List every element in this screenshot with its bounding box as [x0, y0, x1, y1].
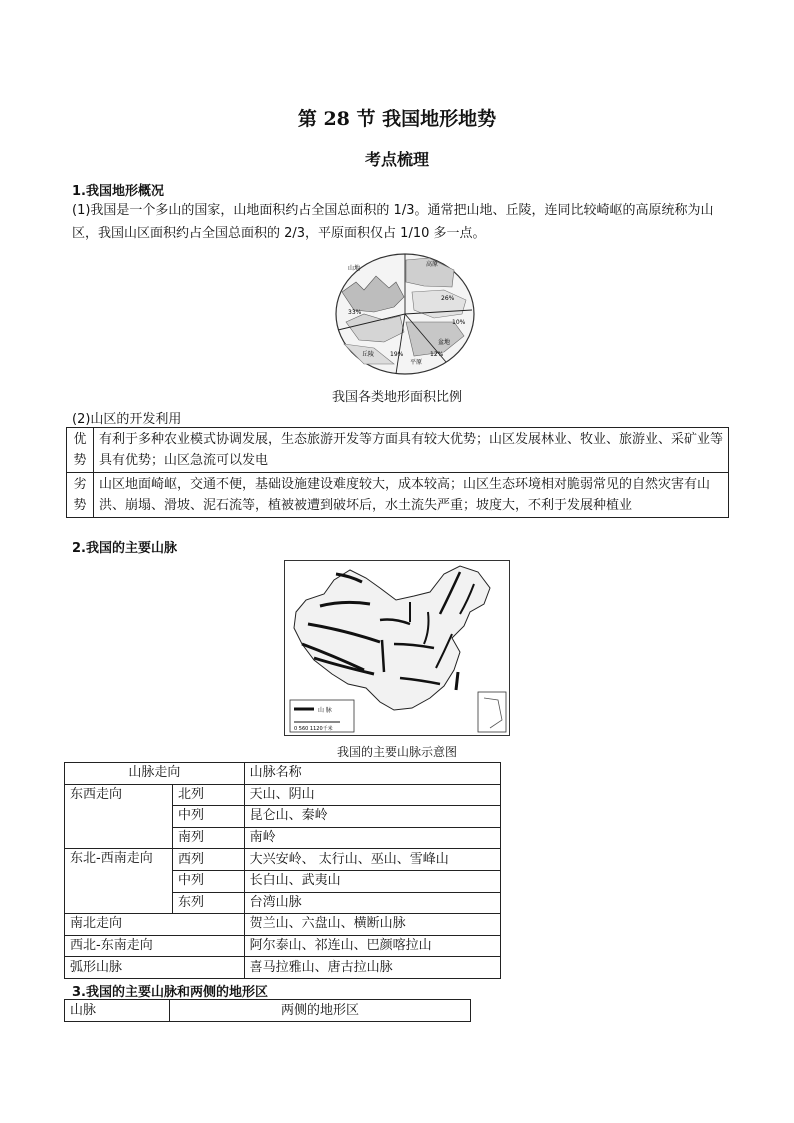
row-label: 中列: [172, 806, 244, 828]
direction-northeast-southwest: 东北-西南走向: [65, 849, 173, 914]
row-label: 北列: [172, 784, 244, 806]
mountain-map-figure: [284, 560, 510, 736]
table-row: [65, 784, 501, 806]
mountain-names: 贺兰山、六盘山、横断山脉: [244, 914, 500, 936]
mountain-sides-table: [64, 999, 471, 1022]
section-subtitle: 考点梳理: [364, 150, 429, 169]
pie-percent-19: 19%: [390, 351, 404, 358]
table-header-names: 山脉名称: [244, 763, 500, 785]
mountain-names: 喜马拉雅山、唐古拉山脉: [244, 957, 500, 979]
table-row: [65, 849, 501, 871]
row-label: 东列: [172, 892, 244, 914]
landform-pie-figure: [334, 252, 476, 376]
pie-percent-26: 26%: [441, 295, 455, 302]
table-row: [67, 428, 729, 473]
pie-label-mountain: 山地: [348, 265, 361, 272]
disadvantage-head: 劣势: [67, 473, 94, 518]
table-row: [65, 935, 501, 957]
mountain-names: 南岭: [244, 827, 500, 849]
direction-arc: 弧形山脉: [65, 957, 245, 979]
direction-east-west: 东西走向: [65, 784, 173, 849]
row-label: 中列: [172, 870, 244, 892]
pie-percent-10: 10%: [452, 319, 466, 326]
mountain-names: 天山、阴山: [244, 784, 500, 806]
mountain-names: 大兴安岭、 太行山、巫山、雪峰山: [244, 849, 500, 871]
pie-label-basin: 盆地: [438, 339, 451, 346]
mountain-table: [64, 762, 501, 979]
table-row: [65, 1000, 471, 1022]
pie-percent-12: 12%: [430, 351, 444, 358]
pie-label-plateau: 高原: [426, 261, 439, 268]
pie-label-plain: 平原: [410, 359, 423, 366]
pie-label-hill: 丘陵: [362, 351, 375, 358]
mountain-names: 昆仑山、秦岭: [244, 806, 500, 828]
table-row: [65, 914, 501, 936]
table-row: [67, 473, 729, 518]
development-table: [66, 427, 729, 518]
mountain-names: 台湾山脉: [244, 892, 500, 914]
table-row: [65, 763, 501, 785]
mountain-names: 长白山、武夷山: [244, 870, 500, 892]
table-header-mountain: 山脉: [65, 1000, 170, 1022]
table-header-direction: 山脉走向: [65, 763, 245, 785]
mountain-names: 阿尔泰山、祁连山、巴颜喀拉山: [244, 935, 500, 957]
section3-heading: 3.我国的主要山脉和两侧的地形区: [72, 985, 268, 1000]
map-legend-label: 山 脉: [318, 707, 332, 714]
direction-north-south: 南北走向: [65, 914, 245, 936]
pie-caption: 我国各类地形面积比例: [331, 390, 462, 405]
table-header-sides: 两侧的地形区: [170, 1000, 471, 1022]
section1-heading: 1.我国地形概况: [72, 184, 164, 199]
direction-northwest-southeast: 西北-东南走向: [65, 935, 245, 957]
pie-percent-33: 33%: [348, 309, 362, 316]
row-label: 南列: [172, 827, 244, 849]
section1-paragraph: (1)我国是一个多山的国家，山地面积约占全国总面积的 1/3。通常把山地、丘陵，连同比较崎岖的高原统称为山区，我国山区面积约占全国总面积的 2/3，平原面积仅占 1/10 多一点。: [72, 203, 714, 241]
map-scale-label: 0 560 1120千米: [294, 726, 333, 732]
table-row: [65, 957, 501, 979]
subsection2-heading: (2)山区的开发利用: [72, 412, 182, 427]
page-title: 第 28 节 我国地形地势: [297, 108, 497, 130]
map-caption: 我国的主要山脉示意图: [336, 745, 457, 759]
row-label: 西列: [172, 849, 244, 871]
disadvantage-text: 山区地面崎岖，交通不便，基础设施建设难度较大，成本较高；山区生态环境相对脆弱常见的自然灾害有山洪、崩塌、滑坡、泥石流等，植被被遭到破坏后，水土流失严重；坡度大，不利于发展种植业: [94, 473, 729, 518]
advantage-head: 优势: [67, 428, 94, 473]
section2-heading: 2.我国的主要山脉: [72, 541, 177, 556]
advantage-text: 有利于多种农业模式协调发展，生态旅游开发等方面具有较大优势；山区发展林业、牧业、旅游业、采矿业等具有优势；山区急流可以发电: [94, 428, 729, 473]
